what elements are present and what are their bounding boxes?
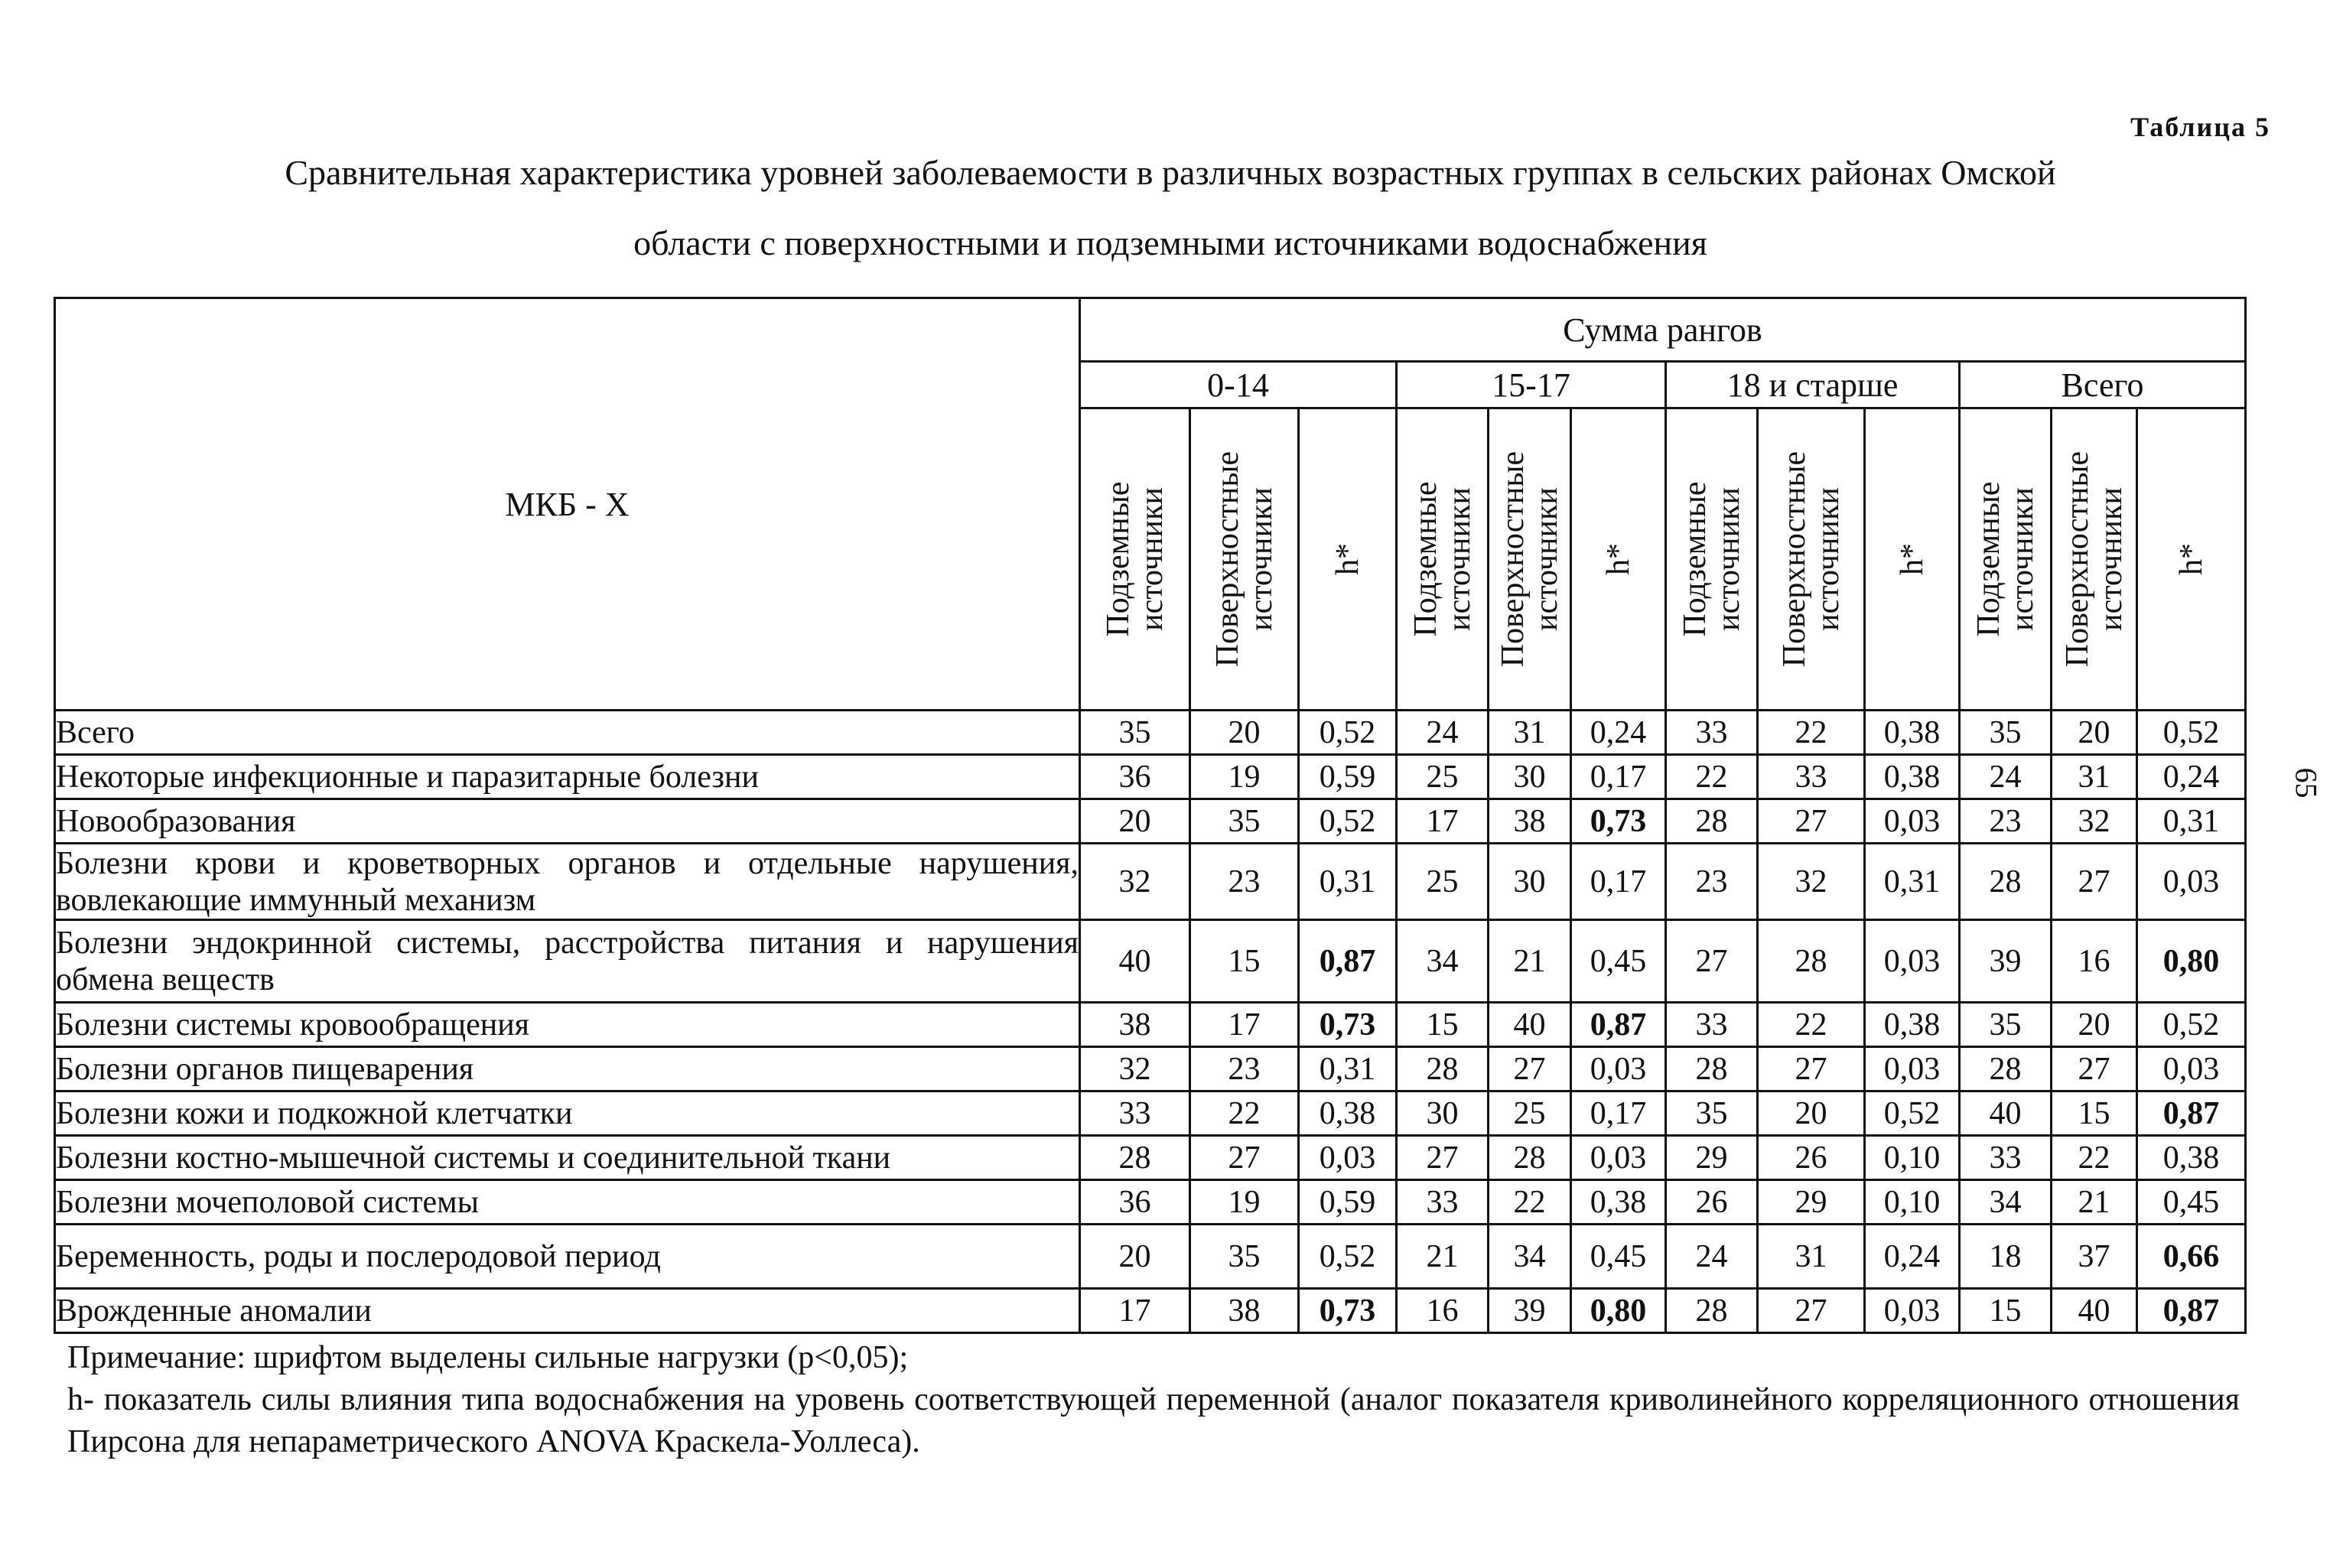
- age-group-header: 0-14: [1080, 362, 1397, 408]
- rank-sum-cell: 30: [1489, 755, 1571, 799]
- rank-sum-cell: 33: [1960, 1136, 2052, 1180]
- surface-sources-header-text: [1778, 451, 1845, 667]
- table-label: Таблица 5: [2130, 112, 2270, 142]
- mkb-header: МКБ - X: [55, 298, 1080, 711]
- table-row: [55, 1136, 2246, 1180]
- rank-sum-cell: 35: [1190, 1225, 1299, 1289]
- rank-sum-cell: 33: [1397, 1180, 1489, 1225]
- header-text-line: h*: [1329, 543, 1365, 575]
- rank-sum-cell: 15: [1960, 1289, 2052, 1333]
- h-value-cell: 0,52: [2137, 711, 2246, 755]
- note-line-2: h- показатель силы влияния типа водоснабжения на уровень соответствующей переменной (аналог показателя криволинейного корреляционного отношения Пирсона для непараметрического ANOVA Краскела-Уоллеса).: [67, 1382, 2240, 1459]
- rank-sum-cell: 24: [1960, 755, 2052, 799]
- underground-sources-header-text: [1678, 481, 1746, 636]
- h-value-cell: 0,73: [1299, 1003, 1397, 1047]
- rank-sum-cell: 25: [1397, 755, 1489, 799]
- surface-sources-header: [2052, 408, 2137, 711]
- rank-sum-cell: 35: [1960, 1003, 2052, 1047]
- h-value-cell: 0,24: [1571, 711, 1666, 755]
- rank-sum-cell: 20: [1758, 1091, 1865, 1136]
- table-row: [55, 920, 2246, 1003]
- rank-sum-cell: 28: [1489, 1136, 1571, 1180]
- rank-sum-cell: 27: [1758, 1047, 1865, 1091]
- surface-sources-header-text: [1496, 451, 1564, 667]
- rank-sum-cell: 22: [1489, 1180, 1571, 1225]
- disease-name: Всего: [55, 711, 1080, 755]
- h-value-cell: 0,03: [1865, 799, 1960, 844]
- table-row: [55, 1091, 2246, 1136]
- table-row: [55, 1047, 2246, 1091]
- rank-sum-cell: 30: [1489, 844, 1571, 920]
- rank-sum-cell: 21: [1397, 1225, 1489, 1289]
- rank-sum-cell: 20: [2052, 1003, 2137, 1047]
- header-text-line: h*: [1894, 543, 1930, 575]
- underground-sources-header: [1080, 408, 1190, 711]
- rank-sum-cell: 22: [1758, 711, 1865, 755]
- title-line-2: области с поверхностными и подземными источниками водоснабжения: [633, 223, 1707, 262]
- rank-sum-cell: 39: [1489, 1289, 1571, 1333]
- table-row: [55, 1289, 2246, 1333]
- age-group-header: 15-17: [1397, 362, 1666, 408]
- header-text-line: Поверхностные: [1776, 451, 1812, 668]
- h-value-cell: 0,87: [1571, 1003, 1666, 1047]
- age-group-header: 18 и старше: [1666, 362, 1960, 408]
- rank-sum-cell: 20: [1080, 799, 1190, 844]
- rank-sum-cell: 35: [1666, 1091, 1758, 1136]
- rank-sum-cell: 31: [2052, 755, 2137, 799]
- rank-sum-cell: 30: [1397, 1091, 1489, 1136]
- rank-sum-cell: 15: [1397, 1003, 1489, 1047]
- h-value-cell: 0,38: [1571, 1180, 1666, 1225]
- h-value-cell: 0,24: [2137, 755, 2246, 799]
- h-value-cell: 0,17: [1571, 1091, 1666, 1136]
- h-value-cell: 0,31: [1299, 1047, 1397, 1091]
- h-value-cell: 0,59: [1299, 1180, 1397, 1225]
- rank-sum-cell: 28: [1397, 1047, 1489, 1091]
- rank-sum-cell: 36: [1080, 1180, 1190, 1225]
- rank-sum-cell: 21: [1489, 920, 1571, 1003]
- h-value-cell: 0,80: [2137, 920, 2246, 1003]
- rank-sum-cell: 22: [1666, 755, 1758, 799]
- rank-sum-cell: 27: [2052, 1047, 2137, 1091]
- table-row: [55, 1180, 2246, 1225]
- header-text-line: источники: [1710, 487, 1746, 631]
- h-value-cell: 0,45: [2137, 1180, 2246, 1225]
- h-value-cell: 0,45: [1571, 920, 1666, 1003]
- rank-sum-cell: 15: [1190, 920, 1299, 1003]
- rank-sum-cell: 28: [1080, 1136, 1190, 1180]
- rank-sum-cell: 38: [1080, 1003, 1190, 1047]
- disease-name: Врожденные аномалии: [55, 1289, 1080, 1333]
- rank-sum-cell: 26: [1758, 1136, 1865, 1180]
- rank-sum-cell: 34: [1397, 920, 1489, 1003]
- h-value-cell: 0,52: [1865, 1091, 1960, 1136]
- h-value-cell: 0,80: [1571, 1289, 1666, 1333]
- rank-sum-cell: 17: [1190, 1003, 1299, 1047]
- rank-sum-cell: 37: [2052, 1225, 2137, 1289]
- surface-sources-header-text: [1211, 451, 1278, 667]
- rank-sum-cell: 15: [2052, 1091, 2137, 1136]
- h-value-cell: 0,03: [1299, 1136, 1397, 1180]
- header-text-line: источники: [1243, 487, 1279, 631]
- table-row: [55, 711, 2246, 755]
- rank-sum-cell: 28: [1758, 920, 1865, 1003]
- rank-sum-cell: 27: [1397, 1136, 1489, 1180]
- h-value-cell: 0,52: [2137, 1003, 2246, 1047]
- h-value-cell: 0,73: [1299, 1289, 1397, 1333]
- rank-sum-cell: 27: [1190, 1136, 1299, 1180]
- rank-sum-cell: 23: [1190, 1047, 1299, 1091]
- rank-sum-cell: 22: [2052, 1136, 2137, 1180]
- h-value-cell: 0,38: [1865, 1003, 1960, 1047]
- rank-sum-cell: 34: [1960, 1180, 2052, 1225]
- h-index-header-text: [1602, 543, 1635, 575]
- h-value-cell: 0,66: [2137, 1225, 2246, 1289]
- surface-sources-header: [1489, 408, 1571, 711]
- table-title: [54, 138, 2287, 278]
- rank-sum-cell: 32: [1758, 844, 1865, 920]
- rank-sum-cell: 35: [1960, 711, 2052, 755]
- header-text-line: h*: [2173, 543, 2209, 575]
- h-value-cell: 0,03: [1571, 1136, 1666, 1180]
- h-value-cell: 0,38: [1865, 711, 1960, 755]
- header-text-line: источники: [1134, 487, 1170, 631]
- rank-sum-cell: 27: [2052, 844, 2137, 920]
- h-index-header: [1571, 408, 1666, 711]
- rank-sum-cell: 40: [1960, 1091, 2052, 1136]
- disease-name: Болезни кожи и подкожной клетчатки: [55, 1091, 1080, 1136]
- rank-sum-cell: 38: [1489, 799, 1571, 844]
- rank-sum-cell: 29: [1758, 1180, 1865, 1225]
- page-number: 65: [2289, 767, 2324, 799]
- rank-sum-cell: 35: [1190, 799, 1299, 844]
- rank-sum-cell: 16: [2052, 920, 2137, 1003]
- h-value-cell: 0,38: [2137, 1136, 2246, 1180]
- rank-sum-cell: 38: [1190, 1289, 1299, 1333]
- h-value-cell: 0,73: [1571, 799, 1666, 844]
- h-value-cell: 0,38: [1299, 1091, 1397, 1136]
- h-value-cell: 0,87: [2137, 1091, 2246, 1136]
- rank-sum-cell: 20: [2052, 711, 2137, 755]
- rank-sum-cell: 32: [1080, 844, 1190, 920]
- h-value-cell: 0,03: [2137, 844, 2246, 920]
- rank-sum-cell: 16: [1397, 1289, 1489, 1333]
- rank-sum-cell: 40: [1080, 920, 1190, 1003]
- header-text-line: Поверхностные: [1495, 451, 1531, 668]
- h-value-cell: 0,45: [1571, 1225, 1666, 1289]
- underground-sources-header: [1397, 408, 1489, 711]
- underground-sources-header-text: [1102, 481, 1169, 636]
- table-row: [55, 1225, 2246, 1289]
- rank-sum-cell: 18: [1960, 1225, 2052, 1289]
- rank-sum-cell: 34: [1489, 1225, 1571, 1289]
- header-text-line: источники: [2004, 487, 2040, 631]
- rank-sum-cell: 39: [1960, 920, 2052, 1003]
- rank-sum-cell: 25: [1489, 1091, 1571, 1136]
- rank-sum-cell: 17: [1080, 1289, 1190, 1333]
- h-value-cell: 0,03: [1571, 1047, 1666, 1091]
- rank-sum-cell: 27: [1758, 799, 1865, 844]
- rank-sum-cell: 27: [1666, 920, 1758, 1003]
- h-value-cell: 0,87: [2137, 1289, 2246, 1333]
- header-text-line: источники: [1528, 487, 1564, 631]
- rank-sum-cell: 36: [1080, 755, 1190, 799]
- rank-sum-cell: 21: [2052, 1180, 2137, 1225]
- h-index-header: [1865, 408, 1960, 711]
- header-text-line: Поверхностные: [2059, 451, 2095, 668]
- rank-sum-cell: 31: [1489, 711, 1571, 755]
- title-line-1: Сравнительная характеристика уровней заболеваемости в различных возрастных группах в сельских районах Омской: [285, 153, 2056, 192]
- age-group-header: Всего: [1960, 362, 2246, 408]
- rank-sum-cell: 32: [1080, 1047, 1190, 1091]
- h-value-cell: 0,17: [1571, 755, 1666, 799]
- header-text-line: Подземные: [1677, 481, 1713, 637]
- rank-sum-cell: 33: [1666, 711, 1758, 755]
- h-index-header-text: [1896, 543, 1929, 575]
- rank-sum-cell: 33: [1666, 1003, 1758, 1047]
- h-value-cell: 0,03: [1865, 1047, 1960, 1091]
- header-text-line: Поверхностные: [1209, 451, 1245, 668]
- rank-sum-cell: 23: [1190, 844, 1299, 920]
- disease-name: Болезни костно-мышечной системы и соединительной ткани: [55, 1136, 1080, 1180]
- h-value-cell: 0,52: [1299, 711, 1397, 755]
- rank-sum-cell: 40: [1489, 1003, 1571, 1047]
- rank-sum-cell: 27: [1489, 1047, 1571, 1091]
- disease-name: Болезни системы кровообращения: [55, 1003, 1080, 1047]
- disease-name: Новообразования: [55, 799, 1080, 844]
- rank-sum-cell: 25: [1397, 844, 1489, 920]
- rank-sum-cell: 28: [1960, 1047, 2052, 1091]
- rank-sum-cell: 27: [1758, 1289, 1865, 1333]
- underground-sources-header: [1960, 408, 2052, 711]
- h-value-cell: 0,31: [1299, 844, 1397, 920]
- header-text-line: источники: [1441, 487, 1477, 631]
- header-text-line: h*: [1600, 543, 1636, 575]
- table-row: [55, 844, 2246, 920]
- rank-sum-cell: 33: [1080, 1091, 1190, 1136]
- rank-sum-cell: 26: [1666, 1180, 1758, 1225]
- surface-sources-header: [1758, 408, 1865, 711]
- table-row: [55, 1003, 2246, 1047]
- table-notes: [67, 1337, 2240, 1463]
- disease-name: Беременность, роды и послеродовой период: [55, 1225, 1080, 1289]
- rank-sum-cell: 28: [1666, 1047, 1758, 1091]
- rank-sum-cell: 40: [2052, 1289, 2137, 1333]
- table-row: [55, 755, 2246, 799]
- rank-sum-cell: 23: [1666, 844, 1758, 920]
- surface-sources-header-text: [2061, 451, 2128, 667]
- rank-sum-cell: 28: [1666, 1289, 1758, 1333]
- rank-sum-cell: 19: [1190, 755, 1299, 799]
- disease-name: Болезни органов пищеварения: [55, 1047, 1080, 1091]
- h-value-cell: 0,52: [1299, 799, 1397, 844]
- surface-sources-header: [1190, 408, 1299, 711]
- h-index-header-text: [2175, 543, 2208, 575]
- header-text-line: Подземные: [1100, 481, 1136, 637]
- h-value-cell: 0,17: [1571, 844, 1666, 920]
- disease-name: Некоторые инфекционные и паразитарные болезни: [55, 755, 1080, 799]
- h-value-cell: 0,31: [1865, 844, 1960, 920]
- header-text-line: источники: [2093, 487, 2129, 631]
- header-text-line: Подземные: [1970, 481, 2006, 637]
- rank-sum-cell: 31: [1758, 1225, 1865, 1289]
- h-value-cell: 0,03: [2137, 1047, 2246, 1091]
- rank-sum-cell: 33: [1758, 755, 1865, 799]
- rank-sum-cell: 28: [1666, 799, 1758, 844]
- disease-name: Болезни эндокринной системы, расстройства питания и нарушения обмена веществ: [55, 920, 1080, 1003]
- h-value-cell: 0,10: [1865, 1136, 1960, 1180]
- rank-sum-cell: 20: [1190, 711, 1299, 755]
- h-index-header-text: [1331, 543, 1365, 575]
- table-row: [55, 799, 2246, 844]
- h-value-cell: 0,24: [1865, 1225, 1960, 1289]
- rank-sum-cell: 32: [2052, 799, 2137, 844]
- underground-sources-header-text: [1409, 481, 1476, 636]
- disease-name: Болезни мочеполовой системы: [55, 1180, 1080, 1225]
- header-text-line: Подземные: [1407, 481, 1443, 637]
- rank-sum-cell: 24: [1397, 711, 1489, 755]
- h-value-cell: 0,38: [1865, 755, 1960, 799]
- sum-ranks-header: Сумма рангов: [1080, 298, 2246, 362]
- rank-sum-cell: 24: [1666, 1225, 1758, 1289]
- rank-sum-cell: 23: [1960, 799, 2052, 844]
- underground-sources-header-text: [1972, 481, 2039, 636]
- rank-sum-cell: 19: [1190, 1180, 1299, 1225]
- rank-sum-cell: 22: [1758, 1003, 1865, 1047]
- h-index-header: [2137, 408, 2246, 711]
- rank-sum-cell: 29: [1666, 1136, 1758, 1180]
- header-text-line: источники: [1810, 487, 1846, 631]
- rank-sum-cell: 35: [1080, 711, 1190, 755]
- h-value-cell: 0,52: [1299, 1225, 1397, 1289]
- note-line-1: Примечание: шрифтом выделены сильные нагрузки (p<0,05);: [67, 1340, 909, 1375]
- rank-sum-cell: 28: [1960, 844, 2052, 920]
- h-value-cell: 0,03: [1865, 920, 1960, 1003]
- rank-sum-cell: 22: [1190, 1091, 1299, 1136]
- h-value-cell: 0,10: [1865, 1180, 1960, 1225]
- disease-name: Болезни крови и кроветворных органов и отдельные нарушения, вовлекающие иммунный механизм: [55, 844, 1080, 920]
- h-index-header: [1299, 408, 1397, 711]
- h-value-cell: 0,59: [1299, 755, 1397, 799]
- h-value-cell: 0,87: [1299, 920, 1397, 1003]
- h-value-cell: 0,03: [1865, 1289, 1960, 1333]
- underground-sources-header: [1666, 408, 1758, 711]
- rank-sum-cell: 20: [1080, 1225, 1190, 1289]
- morbidity-table: [54, 297, 2247, 1334]
- rank-sum-cell: 17: [1397, 799, 1489, 844]
- h-value-cell: 0,31: [2137, 799, 2246, 844]
